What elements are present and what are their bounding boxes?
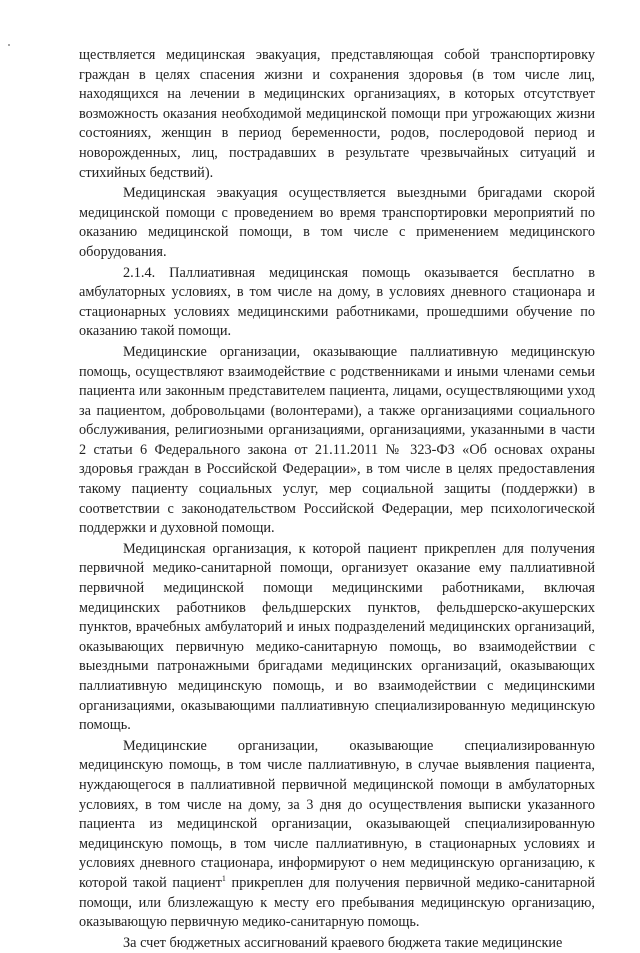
paragraph-specialized-care-text: Медицинские организации, оказывающие специализированную медицинскую помощь, в том числе паллиативную, в случае выявления пациента, нуждающегося в паллиативной первичной медицинской помощи в амбулаторных условиях, в том числе на дому, за 3 дня до осуществления выписки указанного пациента из медицинской организации, оказывающей специализированную медицинскую помощь, в том числе паллиативную, в стационарных условиях и условиях дневного стационара, информируют о нем медицинскую организацию, к которой такой пациент [79, 737, 595, 891]
paragraph-evacuation-continued: ществляется медицинская эвакуация, представляющая собой транспортировку граждан в целях спасения жизни и сохранения здоровья (в том числе лиц, находящихся на лечении в медицинских организациях, в которых отсутствует возможность оказания необходимой медицинской помощи при угрожающих жизни состояниях, женщин в период беременности, родов, послеродовой период и новорожденных, лиц, пострадавших в результате чрезвычайных ситуаций и стихийных бедствий). [79, 47, 595, 181]
paragraph-primary-care-organization: Медицинская организация, к которой пациент прикреплен для получения первичной медико-санитарной помощи, организует оказание ему паллиативной первичной медицинской помощи медицинскими работниками, включая медицинских работников фельдшерских пунктов, фельдшерско-акушерских пунктов, врачебных амбулаторий и иных подразделений медицинских организаций, оказывающих первичную медико-санитарную помощь, во взаимодействии с выездными патронажными бригадами медицинских организаций, оказывающих паллиативную медицинскую помощь, и во взаимодействии с медицинскими организациями, оказывающими паллиативную специализированную медицинскую помощь. [79, 540, 595, 734]
paragraph-2-1-4: 2.1.4. Паллиативная медицинская помощь оказывается бесплатно в амбулаторных условиях, в том числе на дому, в условиях дневного стационара и стационарных условиях медицинскими работниками, прошедшими обучение по оказанию такой помощи. [79, 264, 595, 340]
paragraph-budget: За счет бюджетных ассигнований краевого бюджета такие медицинские [123, 934, 563, 951]
scan-speck [8, 44, 10, 46]
paragraph-specialized-care [79, 737, 595, 933]
paragraph-specialized-care-tail: прикреплен для получения первичной медико-санитарной помощи, или близлежащую к месту его пребывания медицинскую организацию, оказывающую первичную медико-санитарную помощь. [79, 874, 595, 931]
paragraph-evacuation-teams: Медицинская эвакуация осуществляется выездными бригадами скорой медицинской помощи с проведением во время транспортировки мероприятий по оказанию медицинской помощи, в том числе с применением медицинского оборудования. [79, 185, 595, 260]
footnote-marker: 1 [221, 874, 226, 884]
paragraph-palliative-organizations: Медицинские организации, оказывающие паллиативную медицинскую помощь, осуществляют взаимодействие с родственниками и иными членами семьи пациента или законным представителем пациента, лицами, осуществляющими уход за пациентом, добровольцами (волонтерами), а также организациями социального обслуживания, религиозными организациями, организациями, указанными в части 2 статьи 6 Федерального закона от 21.11.2011 № 323-ФЗ «Об основах охраны здоровья граждан в Российской Федерации», в том числе в целях предоставления такому пациенту социальных услуг, мер социальной защиты (поддержки) в соответствии с законодательством Российской Федерации, мер психологической поддержки и духовной помощи. [79, 343, 595, 537]
